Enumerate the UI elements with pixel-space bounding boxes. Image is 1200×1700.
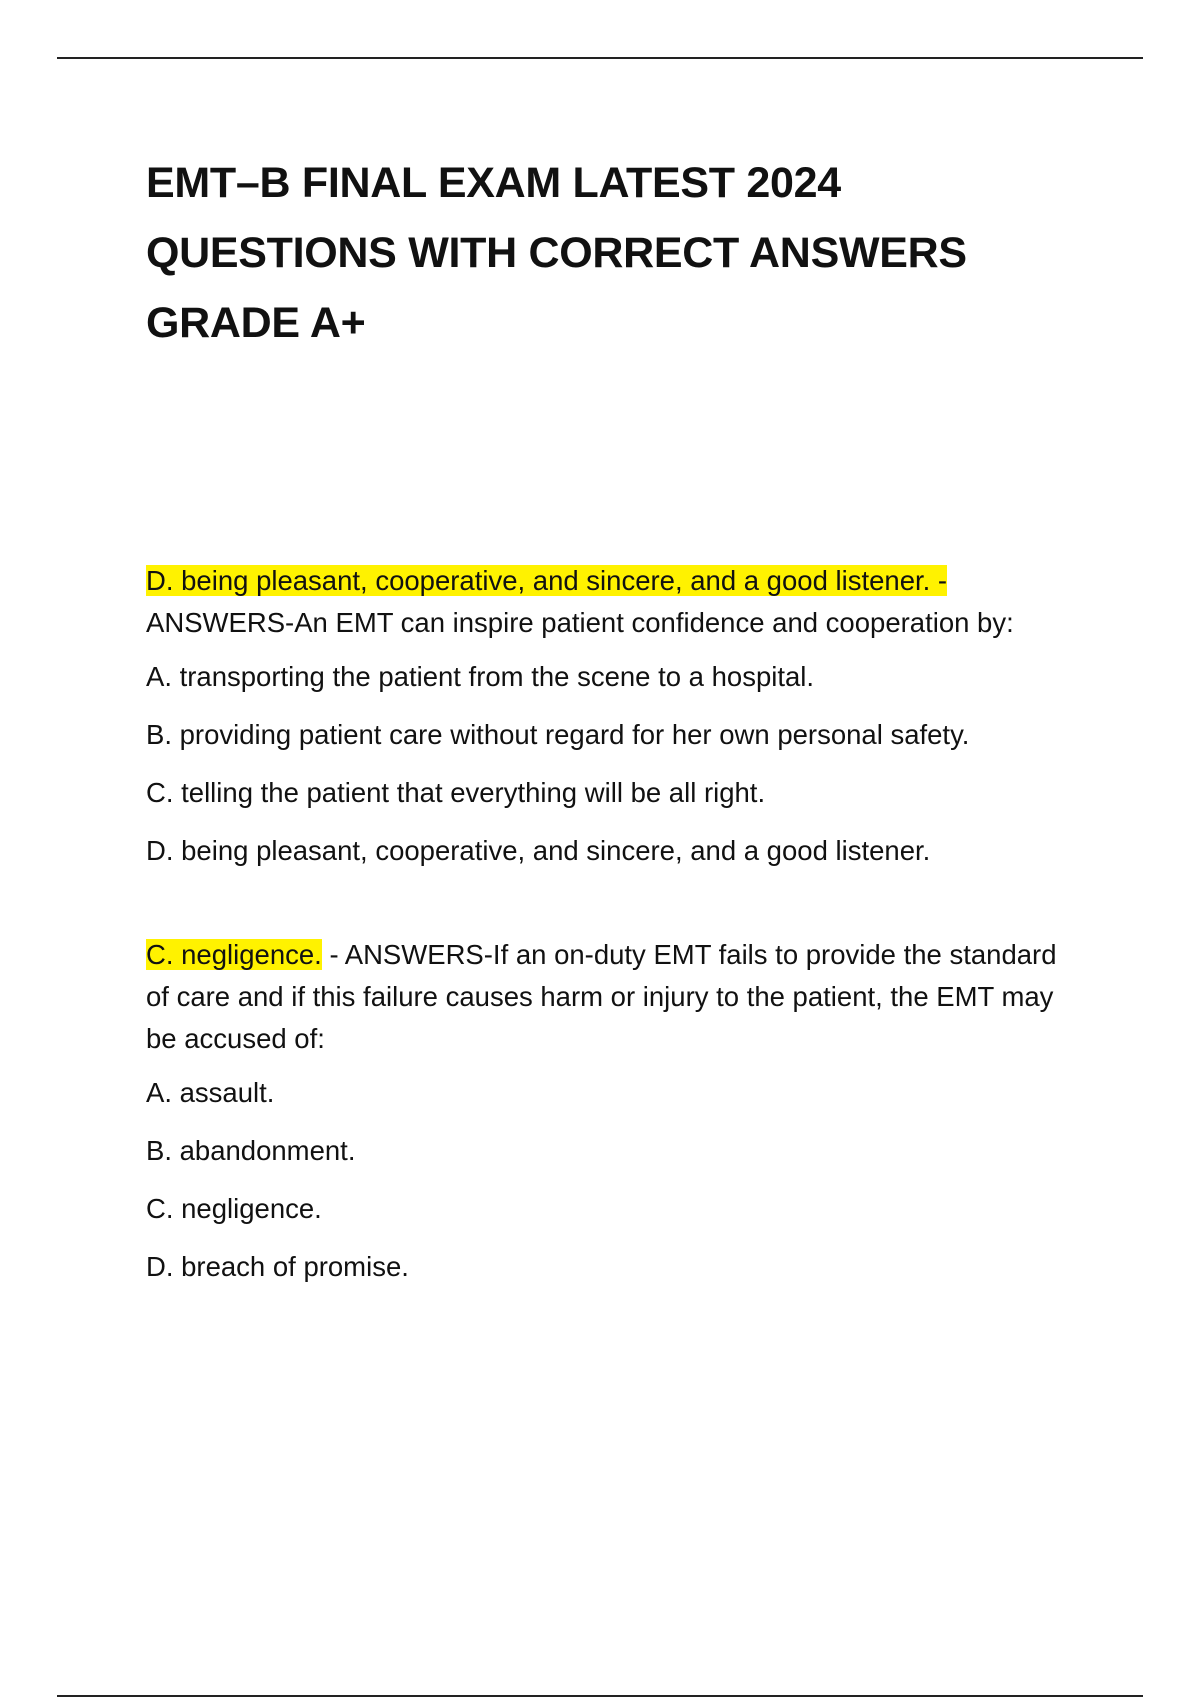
- question-1-answer-highlight: D. being pleasant, cooperative, and sincere, and a good listener. -: [146, 565, 948, 596]
- title-line-2: QUESTIONS WITH CORRECT ANSWERS: [146, 229, 967, 277]
- document-body: [146, 148, 1086, 1288]
- question-1-option-c: C. telling the patient that everything will be all right.: [146, 777, 766, 808]
- bottom-rule: [57, 1695, 1143, 1697]
- question-1-option-d: D. being pleasant, cooperative, and sincere, and a good listener.: [146, 835, 931, 866]
- question-2-option-a: A. assault.: [146, 1077, 275, 1108]
- top-rule: [57, 57, 1143, 59]
- question-block-1: [146, 560, 1086, 872]
- question-1-option-b: B. providing patient care without regard for her own personal safety.: [146, 719, 970, 750]
- question-2-option-b: B. abandonment.: [146, 1135, 356, 1166]
- question-2-option-c: C. negligence.: [146, 1193, 322, 1224]
- title-line-3: GRADE A+: [146, 299, 366, 347]
- question-2-answer-highlight: C. negligence.: [146, 939, 322, 970]
- title-line-1: EMT–B FINAL EXAM LATEST 2024: [146, 159, 841, 207]
- question-1-option-a: A. transporting the patient from the scene to a hospital.: [146, 661, 815, 692]
- document-title: [146, 148, 1086, 358]
- question-block-2: [146, 934, 1086, 1288]
- question-2-text: [146, 934, 1086, 1060]
- question-1-text: [146, 560, 1086, 644]
- question-2-option-d: D. breach of promise.: [146, 1251, 409, 1282]
- question-2-prompt: - ANSWERS-If an on-duty EMT fails to provide the standard of care and if this failure causes harm or injury to the patient, the EMT may be accused of:: [146, 939, 1057, 1054]
- question-1-prompt: ANSWERS-An EMT can inspire patient confidence and cooperation by:: [146, 607, 1014, 638]
